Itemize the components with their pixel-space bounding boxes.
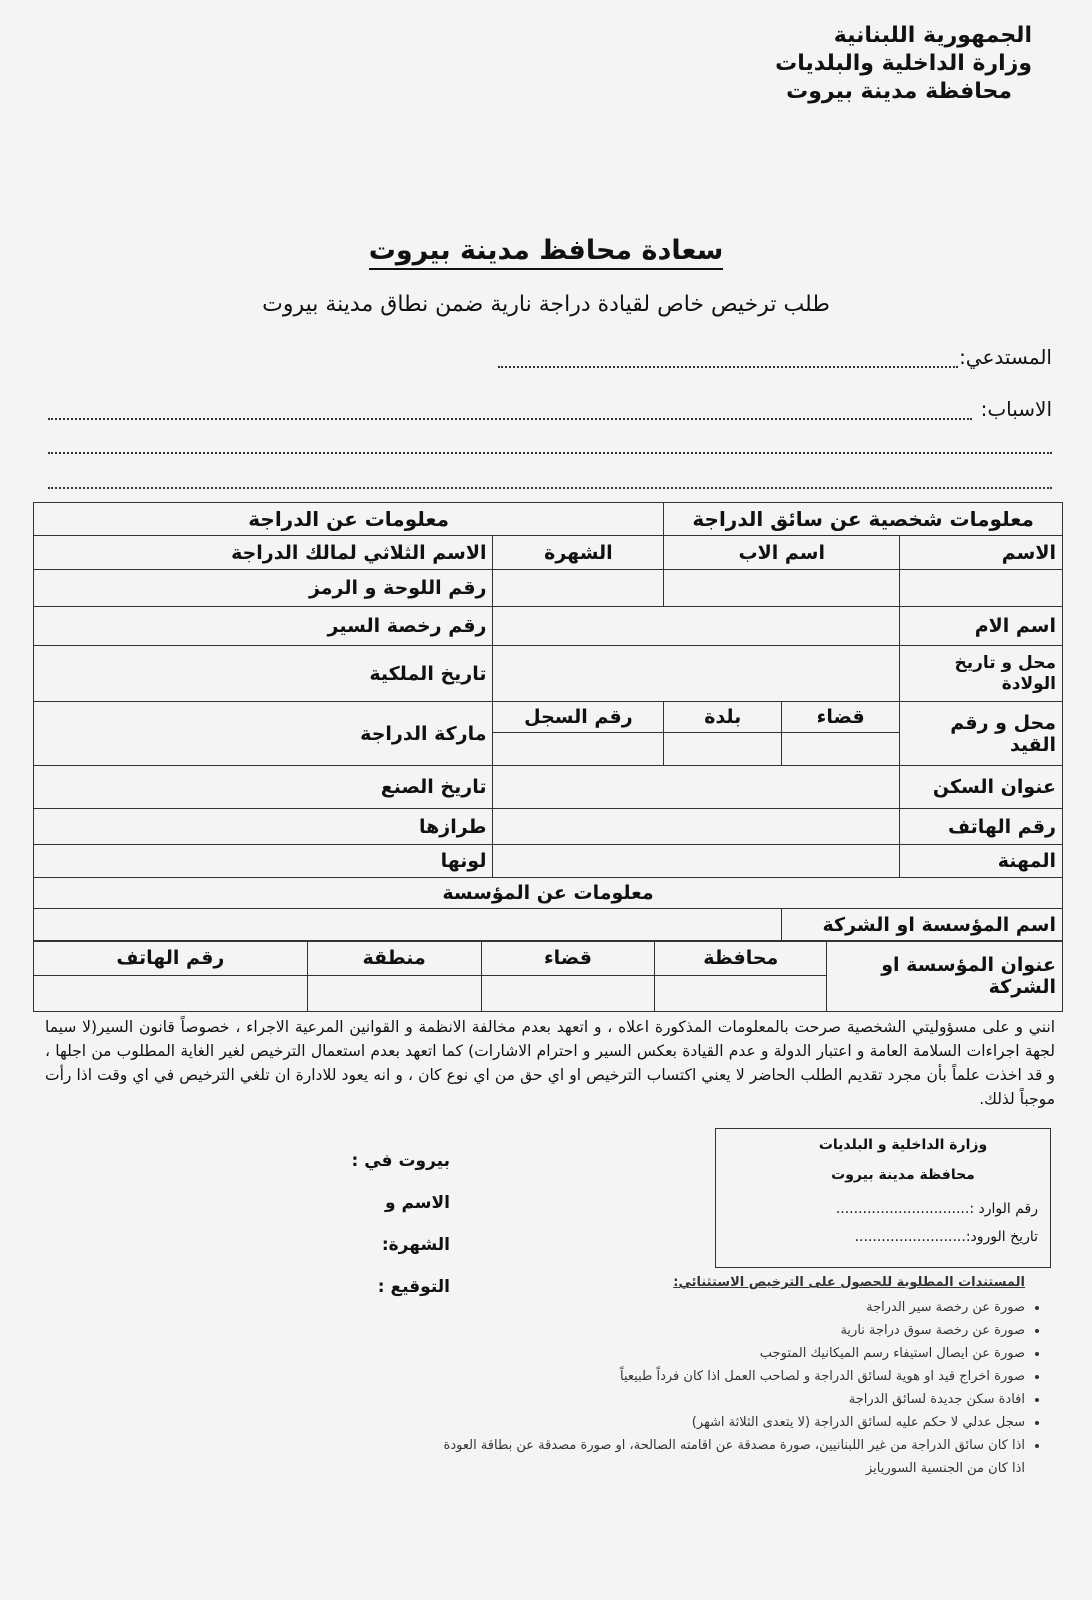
manufacture-date-label: تاريخ الصنع [34, 766, 493, 809]
name-value[interactable] [900, 570, 1063, 607]
birth-label: محل و تاريخ الولادة [900, 646, 1063, 702]
phone-value[interactable] [493, 809, 900, 845]
institution-address-table [33, 940, 1063, 1012]
document-item: • صورة عن ايصال استيفاء رسم الميكانيك المتوجب [427, 1342, 1025, 1365]
ministry-title: وزارة الداخلية والبلديات [775, 51, 1032, 76]
reasons-field-line-1[interactable] [48, 418, 972, 420]
name-label: الاسم [900, 536, 1063, 570]
area-value[interactable] [307, 976, 481, 1012]
license-no-label: رقم رخصة السير [34, 607, 493, 646]
document-item: • سجل عدلي لا حكم عليه لسائق الدراجة (لا يتعدى الثلاثة اشهر) [427, 1411, 1025, 1434]
registry-label: محل و رقم القيد [900, 702, 1063, 766]
republic-title: الجمهورية اللبنانية [833, 23, 1032, 48]
surname-value[interactable] [493, 570, 664, 607]
stamp-ministry: وزارة الداخلية و البلديات [818, 1137, 988, 1153]
documents-list [427, 1296, 1047, 1480]
subject: طلب ترخيص خاص لقيادة دراجة نارية ضمن نطاق مدينة بيروت [262, 292, 830, 317]
surname-label: الشهرة [493, 536, 664, 570]
letterhead [732, 22, 1032, 106]
bike-section-title: معلومات عن الدراجة [34, 503, 664, 536]
father-name-value[interactable] [664, 570, 900, 607]
required-documents [427, 1275, 1047, 1480]
address-value[interactable] [493, 766, 900, 809]
color-label: لونها [34, 845, 493, 878]
area-label: منطقة [307, 941, 481, 976]
inst-phone-label: رقم الهاتف [34, 941, 308, 976]
info-table [33, 502, 1063, 942]
registration-box [715, 1128, 1051, 1268]
signer-name-label: الاسم و الشهرة: [381, 1193, 450, 1255]
place-date-label: بيروت في : [351, 1151, 450, 1171]
addressee: سعادة محافظ مدينة بيروت [0, 235, 1092, 266]
reasons-field-line-3[interactable] [48, 487, 1052, 489]
ownership-date-label: تاريخ الملكية [34, 646, 493, 702]
reasons-label: الاسباب: [980, 397, 1052, 421]
registry-no-value[interactable] [493, 733, 664, 766]
stamp-governorate: محافظة مدينة بيروت [831, 1167, 975, 1183]
incoming-number-field[interactable]: رقم الوارد :.............................. [835, 1201, 1038, 1217]
address-label: عنوان السكن [900, 766, 1063, 809]
profession-value[interactable] [493, 845, 900, 878]
model-label: طرازها [34, 809, 493, 845]
document-item: • افادة سكن جديدة لسائق الدراجة [427, 1388, 1025, 1411]
incoming-date-field[interactable]: تاريخ الورود:......................... [854, 1229, 1038, 1245]
document-item: • صورة عن رخصة سير الدراجة [427, 1296, 1025, 1319]
document-item: • اذا كان سائق الدراجة من غير اللبنانيين، صورة مصدقة عن اقامته الصالحة، او صورة مصدقة عن بطاقة العودة اذا كان من الجنسية السوريايز [427, 1434, 1025, 1480]
inst-district-value[interactable] [481, 976, 655, 1012]
district-value[interactable] [782, 733, 900, 766]
phone-label: رقم الهاتف [900, 809, 1063, 845]
signature-label: التوقيع : [377, 1277, 450, 1297]
document-item: • صورة اخراج قيد او هوية لسائق الدراجة و لصاحب العمل اذا كان فرداً طبيعياً [427, 1365, 1025, 1388]
inst-phone-value[interactable] [34, 976, 308, 1012]
mother-name-label: اسم الام [900, 607, 1063, 646]
brand-label: ماركة الدراجة [34, 702, 493, 766]
district-label: قضاء [782, 702, 900, 733]
applicant-label: المستدعي: [959, 345, 1052, 369]
governorate-value[interactable] [655, 976, 827, 1012]
documents-title: المستندات المطلوبة للحصول على الترخيص الاستثنائي: [673, 1275, 1025, 1290]
father-name-label: اسم الاب [664, 536, 900, 570]
governorate-title: محافظة مدينة بيروت [786, 79, 1012, 104]
declaration-text: انني و على مسؤوليتي الشخصية صرحت بالمعلومات المذكورة اعلاه ، و اتعهد بعدم مخالفة الانظمة و القوانين المرعية الاجراء ، خصوصاً قانون السير(لا سيما لجهة اجراءات السلامة العامة و اعتبار الدولة و عدم القيادة بعكس السير و احترام الاشارات) كما اتعهد بعدم استعمال الترخيص لغير الغاية المطلوب من اجلها ، و قد اخذت علماً بأن مجرد تقديم الطلب الحاضر لا يعني اكتساب الترخيص او اي حق من اي نوع كان ، و انه يعود للادارة ان تلغي الترخيص في اي وقت اذا رأت موجباً لذلك. [45, 1018, 1055, 1108]
driver-section-title: معلومات شخصية عن سائق الدراجة [664, 503, 1063, 536]
document-item: • صورة عن رخصة سوق دراجة نارية [427, 1319, 1025, 1342]
plate-label: رقم اللوحة و الرمز [34, 570, 493, 607]
owner-full-name-label: الاسم الثلاثي لمالك الدراجة [34, 536, 493, 570]
birth-value[interactable] [493, 646, 900, 702]
governorate-label: محافظة [655, 941, 827, 976]
mother-name-value[interactable] [493, 607, 900, 646]
reasons-field-line-2[interactable] [48, 452, 1052, 454]
institution-section-title: معلومات عن المؤسسة [34, 878, 1063, 909]
institution-name-value[interactable] [34, 909, 782, 942]
applicant-field[interactable] [498, 366, 958, 368]
institution-name-label: اسم المؤسسة او الشركة [782, 909, 1063, 942]
inst-district-label: قضاء [481, 941, 655, 976]
institution-address-label: عنوان المؤسسة او الشركة [827, 941, 1063, 1012]
registry-no-label: رقم السجل [493, 702, 664, 733]
town-value[interactable] [664, 733, 782, 766]
town-label: بلدة [664, 702, 782, 733]
profession-label: المهنة [900, 845, 1063, 878]
